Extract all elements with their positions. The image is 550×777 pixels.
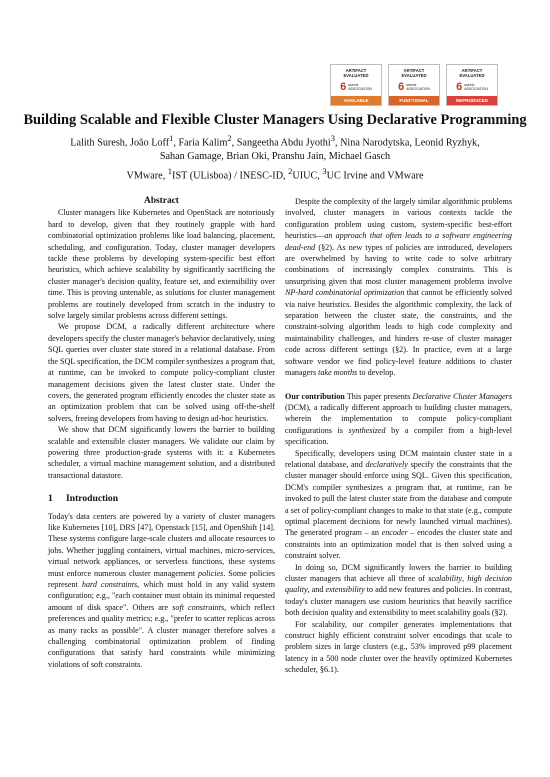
usenix-logo-icon: 6 usenix ASSOCIATION (456, 81, 488, 93)
section-ref-link[interactable]: §2 (395, 345, 404, 355)
citation-link[interactable]: [14] (259, 522, 273, 532)
badge-title: ARTIFACT EVALUATED (459, 68, 485, 78)
author-line-1: Lalith Suresh, João Loff$^1$, Faria Kalim$^2$, Sangeetha Abdu Jyothi$^3$, Nina Narodytska, Leonid Ryzhyk, (70, 133, 480, 149)
badge-label: AVAILABLE (331, 96, 381, 105)
paragraph-heading: Our contribution (285, 391, 345, 401)
usenix-logo-icon: 6 usenix ASSOCIATION (398, 81, 430, 93)
paper-title: Building Scalable and Flexible Cluster Managers Using Declarative Programming (23, 112, 527, 128)
badge-label: FUNCTIONAL (389, 96, 439, 105)
affiliation-line: VMware, $^1$IST (ULisboa) / INESC-ID, $^2$UIUC, $^3$UC Irvine and VMware (126, 166, 424, 182)
left-column (48, 196, 275, 670)
author-line-2: Sahan Gamage, Brian Oki, Pranshu Jain, Michael Gasch (159, 151, 391, 163)
abstract-paragraph: Cluster managers like Kubernetes and OpenStack are notoriously hard to develop, given that they routinely grapple with hard combinatorial optimization problems like load balancing, placement, scheduling, and configuration. Today, cluster manager developers tackle these problems by developing system-specific best effort heuristics, which achieve scalability by significantly sacrificing the cluster manager's decision quality, feature set, and extensibility over time. This is proving untenable, as solutions for cluster management problems are routinely developed from scratch in the industry to solve largely similar problems across different settings. (48, 208, 275, 321)
abstract-paragraph: We propose DCM, a radically different architecture where developers specify the cluster manager's behavior declaratively, using SQL queries over cluster state stored in a relational database. From the SQL specification, the DCM compiler synthesizes a program that, at runtime, can be invoked to compute policy-compliant cluster management decisions given the latest cluster state. Under the covers, the generated program efficiently encodes the cluster state as an optimization problem that can be solved using off-the-shelf solvers, freeing developers from having to design ad-hoc heuristics. (48, 322, 275, 423)
author-block (40, 131, 510, 184)
body-paragraph: For scalability, our compiler generates implementations that construct highly efficient constraint solver encodings that scale to problem sizes in large clusters (e.g., 53% improved p99 placement latency in a 500 node cluster over the heavily optimized Kubernetes scheduler, §6.1). (285, 619, 512, 675)
artifact-badges (330, 64, 498, 106)
badge-title: ARTIFACT EVALUATED (343, 68, 369, 78)
section-ref-link[interactable]: §2 (494, 608, 503, 618)
citation-link[interactable]: [47] (137, 522, 152, 532)
artifact-badge-reproduced (446, 64, 498, 106)
section-ref-link[interactable]: §6.1 (319, 665, 335, 675)
contribution-paragraph: Our contribution This paper presents Declarative Cluster Managers (DCM), a radically different approach to building cluster managers, wherein the implementation to compute policy-compliant configurations is synthesized by a compiler from a high-level specification. (285, 391, 513, 447)
citation-link[interactable]: [15] (191, 522, 206, 532)
right-column (285, 196, 512, 676)
badge-title: ARTIFACT EVALUATED (401, 68, 427, 78)
body-paragraph: Despite the complexity of the largely similar algorithmic problems involved, cluster managers in various contexts tackle the configuration problem using custom, system-specific best-effort heuristics—an approach that often leads to a software engineering dead-end (§2). As new types of policies are introduced, developers are overwhelmed by having to write code to solve arbitrary combinations of increasingly complex constraints. This is unsurprising given that most cluster management problems involve NP-hard combinatorial optimization that cannot be efficiently solved via naive heuristics. Besides the algorithmic complexity, the lack of separation between the cluster state, the constraints, and the constraint-solving algorithm leads to high code complexity and maintainability challenges, and hinders re-use of cluster manager code across different settings (§2). In practice, even at a large software vendor we find policy-level feature additions to cluster managers take months to develop. (285, 197, 512, 378)
usenix-logo-icon: 6 usenix ASSOCIATION (340, 81, 372, 93)
intro-paragraph: Today's data centers are powered by a variety of cluster managers like Kubernetes [10], DRS [47], Openstack [15], and OpenShift [14]. These systems configure large-scale clusters and allocate resources to jobs. Whether juggling containers, virtual machines, micro-services, virtual network appliances, or serverless functions, these systems must enforce numerous cluster management policies. Some policies represent hard constraints, which must hold in any valid system configuration; e.g., "each container must obtain its minimal requested amount of disk space". Others are soft constraints, which reflect preferences and quality metrics; e.g., "prefer to scatter replicas across as many racks as possible". A cluster manager therefore solves a challenging combinatorial optimization problem of finding configurations that satisfy hard constraints while minimizing violations of soft constraints. (48, 511, 276, 669)
artifact-badge-functional (388, 64, 440, 106)
body-paragraph: In doing so, DCM significantly lowers the barrier to building cluster managers that achieve all three of scalability, high decision quality, and extensibility to add new features and policies. In contrast, today's cluster managers use custom heuristics that heavily sacrifice both decision quality and extensibility to meet scalability goals (§2). (285, 562, 512, 618)
citation-link[interactable]: [10] (101, 522, 116, 532)
badge-label: REPRODUCED (447, 96, 497, 105)
abstract-heading: Abstract (144, 196, 179, 206)
section-heading: 1 Introduction (48, 493, 119, 505)
body-paragraph: Specifically, developers using DCM maintain cluster state in a relational database, and declaratively specify the constraints that the cluster manager should enforce using SQL. Given this specification, DCM's compiler synthesizes a program that, at runtime, can be invoked to pull the latest cluster state from the database and compute a set of policy-compliant changes to make to that state (e.g., compute optimal placement decisions for newly launched virtual machines). The generated program – an encoder – encodes the cluster state and constraints into an optimization model that is then solved using a constraint solver. (285, 448, 513, 561)
abstract-paragraph: We show that DCM significantly lowers the barrier to building scalable and extensible cluster managers. We validate our claim by powering three production-grade systems with it: a Kubernetes scheduler, a virtual machine management solution, and a distributed transactional datastore. (48, 425, 275, 480)
artifact-badge-available (330, 64, 382, 106)
section-ref-link[interactable]: §2 (321, 242, 330, 252)
